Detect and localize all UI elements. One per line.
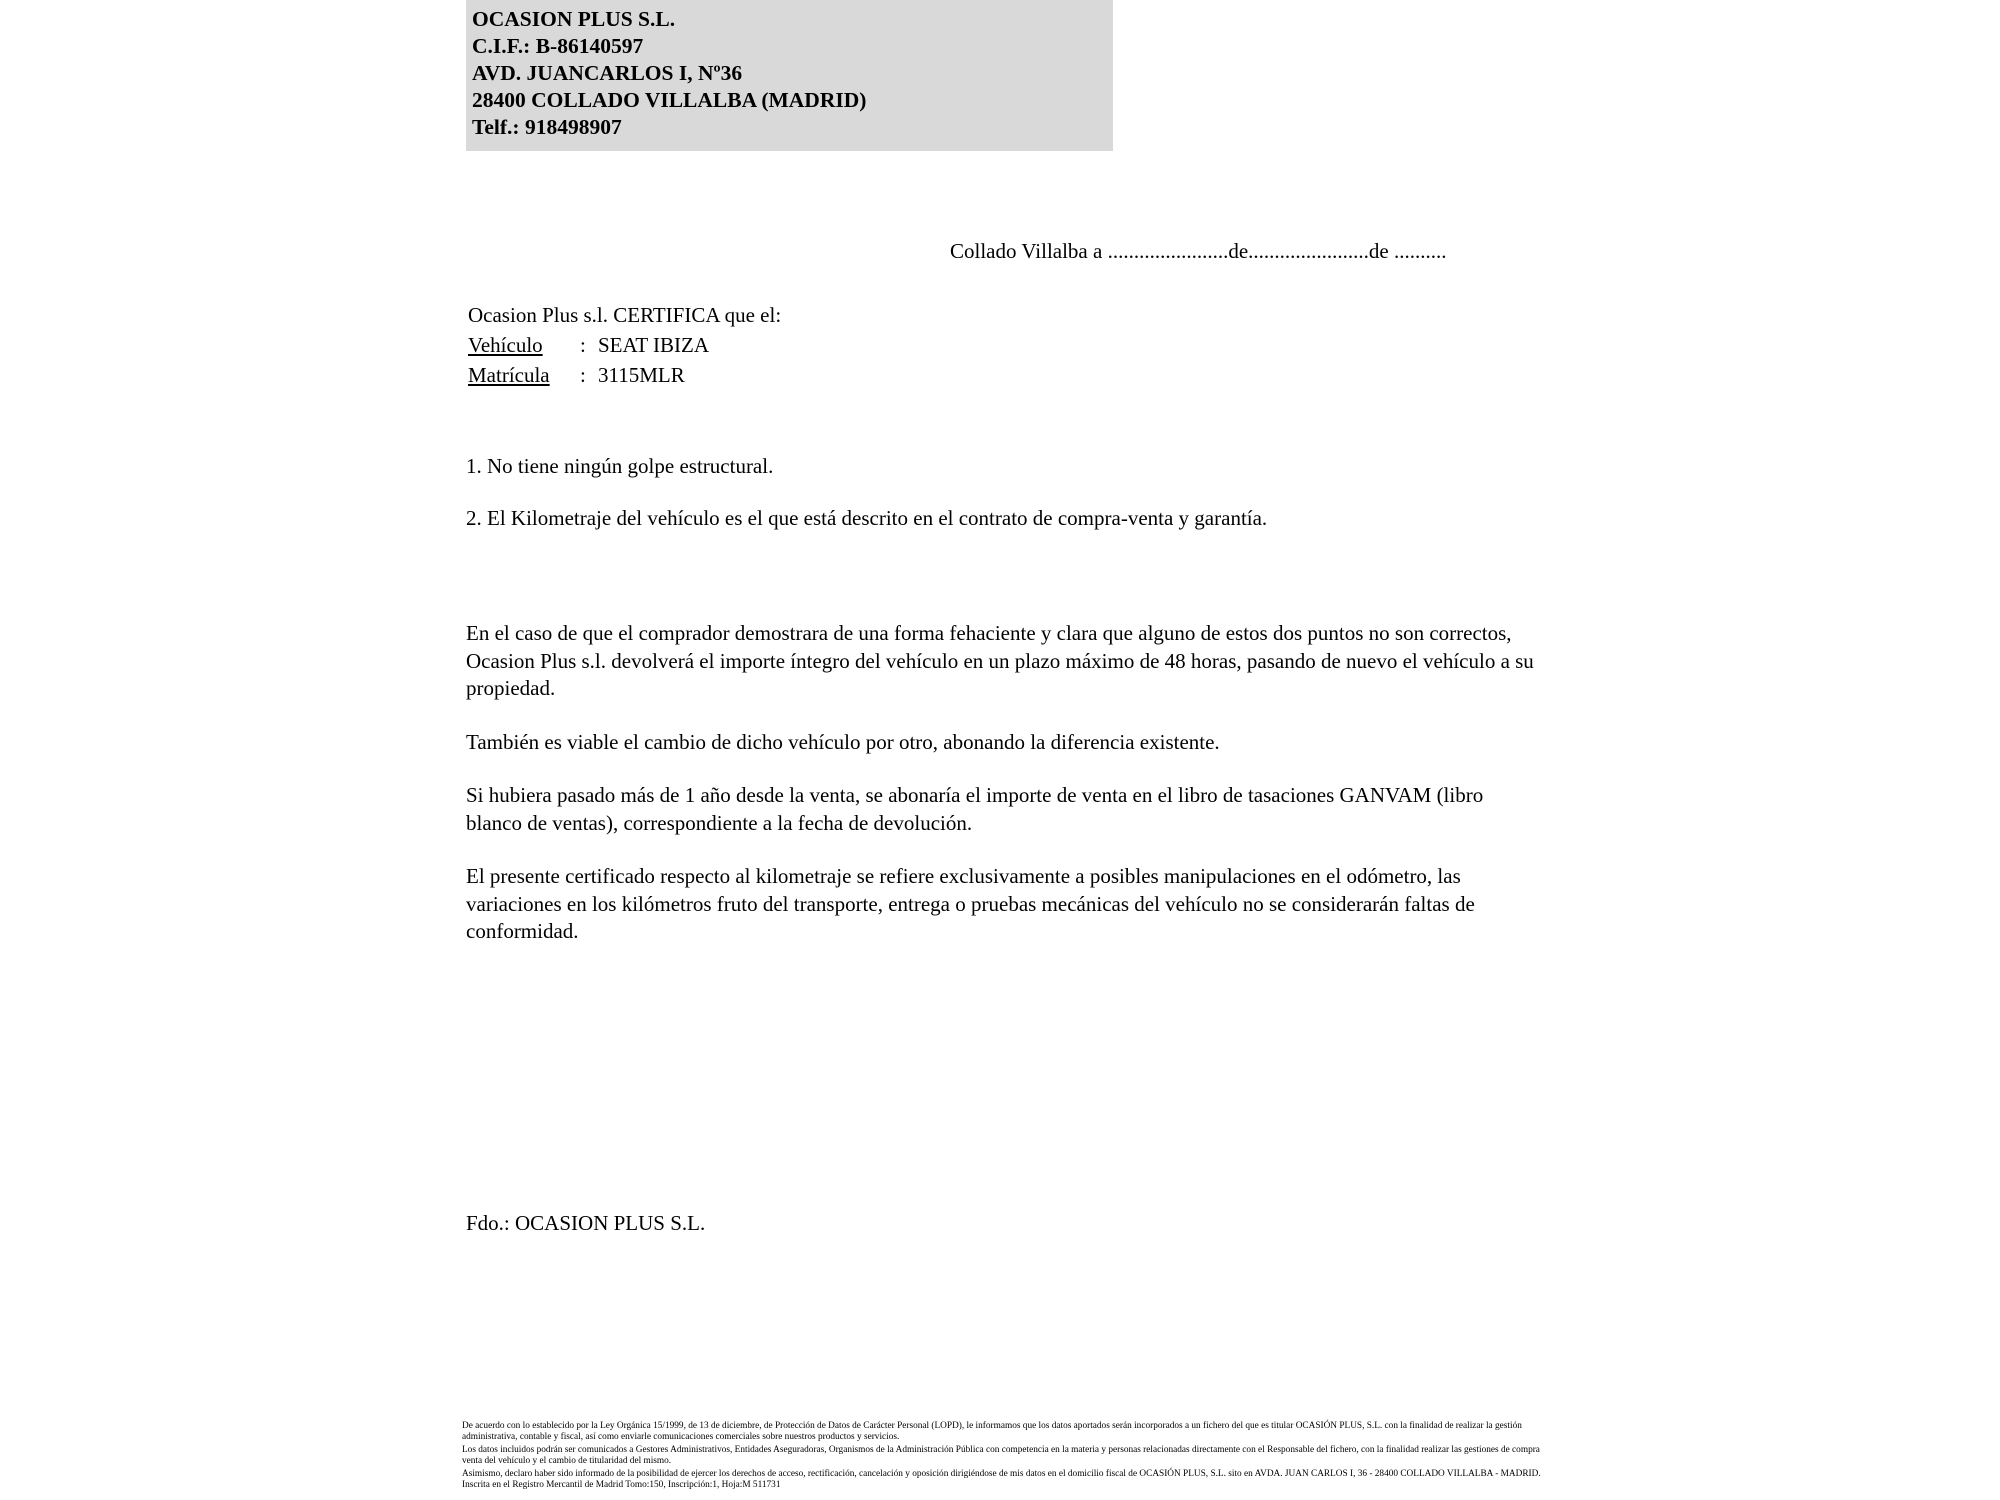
vehicle-field-label: Vehículo [468, 333, 543, 357]
certificate-intro-text: Ocasion Plus s.l. CERTIFICA que el: [468, 303, 782, 327]
footer-legal-notice [462, 1421, 1552, 1492]
footer-legal-paragraph-2: Los datos incluidos podrán ser comunicados a Gestores Administrativos, Entidades Aseguradoras, Organismos de la Administración Pública con competencia en la materia y personas relacionadas directamente con el Responsable del fichero, con la finalidad realizar las gestiones de compra venta del vehículo y el cambio de titularidad del mismo. [462, 1444, 1540, 1467]
body-paragraph-2: También es viable el cambio de dicho vehículo por otro, abonando la diferencia existente. [466, 729, 1220, 754]
plate-field-row [468, 360, 781, 390]
certified-point-1: 1. No tiene ningún golpe estructural. [466, 454, 774, 478]
letterhead-phone: Telf.: 918498907 [472, 115, 622, 139]
certified-point-2: 2. El Kilometraje del vehículo es el que está descrito en el contrato de compra-venta y garantía. [466, 506, 1268, 530]
letterhead-block [466, 0, 1113, 151]
body-copy [466, 620, 1538, 972]
body-paragraph-3: Si hubiera pasado más de 1 año desde la venta, se abonaría el importe de venta en el libro de tasaciones GANVAM (libro blanco de ventas), correspondiente a la fecha de devolución. [466, 783, 1484, 835]
letterhead-address: AVD. JUANCARLOS I, Nº36 [472, 61, 743, 85]
signature-line: Fdo.: OCASION PLUS S.L. [466, 1211, 706, 1235]
plate-field-value: 3115MLR [598, 363, 685, 387]
letterhead-company-name: OCASION PLUS S.L. [472, 7, 676, 31]
footer-legal-paragraph-3: Asimismo, declaro haber sido informado de la posibilidad de ejercer los derechos de acceso, rectificación, cancelación y oposición dirigiéndose de mis datos en el domicilio fiscal de OCASIÓN PLUS, S.L. sito en AVDA. JUAN CARLOS I, 36 - 28400 COLLADO VILLALBA - MADRID. Inscrita en el Registro Mercantil de Madrid Tomo:150, Inscripción:1, Hoja:M 511731 [462, 1468, 1541, 1491]
date-line: Collado Villalba a .......................de.......................de .......... [950, 239, 1447, 263]
body-paragraph-4: El presente certificado respecto al kilometraje se refiere exclusivamente a posibles manipulaciones en el odómetro, las variaciones en los kilómetros fruto del transporte, entrega o pruebas mecánicas del vehículo no se considerarán faltas de conformidad. [466, 864, 1475, 943]
body-paragraph-1: En el caso de que el comprador demostrara de una forma fehaciente y clara que alguno de estos dos puntos no son correctos, Ocasion Plus s.l. devolverá el importe íntegro del vehículo en un plazo máximo de 48 horas, pasando de nuevo el vehículo a su propiedad. [466, 621, 1534, 700]
letterhead-city: 28400 COLLADO VILLALBA (MADRID) [472, 88, 867, 112]
vehicle-field-value: SEAT IBIZA [598, 333, 710, 357]
footer-legal-paragraph-1: De acuerdo con lo establecido por la Ley Orgánica 15/1999, de 13 de diciembre, de Protección de Datos de Carácter Personal (LOPD), le informamos que los datos aportados serán incorporados a un fichero del que es titular OCASIÓN PLUS, S.L. con la finalidad de realizar la gestión administrativa, contable y fiscal, así como enviarle comunicaciones comerciales sobre nuestros productos y servicios. [462, 1421, 1522, 1443]
certificate-header [468, 300, 781, 390]
plate-field-label: Matrícula [468, 363, 550, 387]
vehicle-field-separator: : [580, 333, 586, 357]
plate-field-separator: : [580, 363, 586, 387]
letterhead-cif: C.I.F.: B-86140597 [472, 34, 644, 58]
certified-points-list [466, 452, 1666, 556]
vehicle-field-row [468, 330, 781, 360]
